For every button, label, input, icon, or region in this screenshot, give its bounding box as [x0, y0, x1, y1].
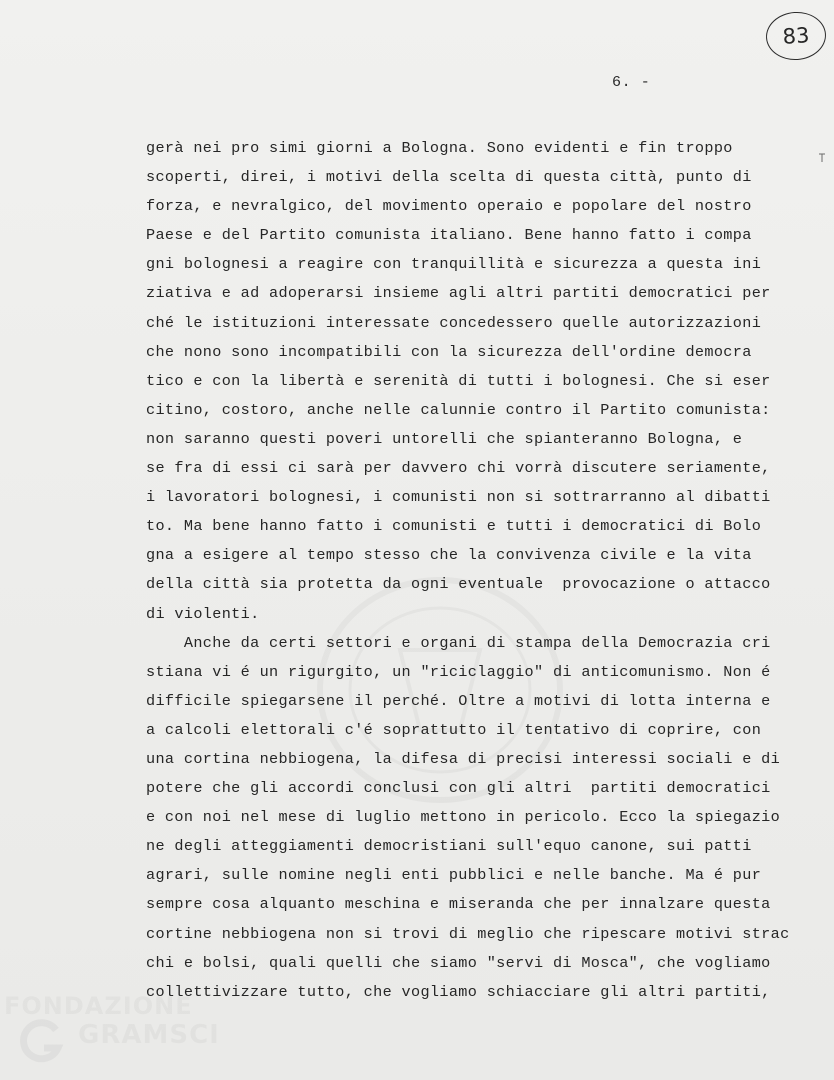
page-number: 6. -	[612, 74, 651, 91]
text-line: difficile spiegarsene il perché. Oltre a motivi di lotta interna e	[146, 691, 771, 710]
text-line: e con noi nel mese di luglio mettono in pericolo. Ecco la spiegazio	[146, 808, 781, 827]
text-line: della città sia protetta da ogni eventuale provocazione o attacco	[146, 575, 771, 594]
text-line: i lavoratori bolognesi, i comunisti non si sottrarranno al dibatti	[146, 488, 771, 507]
text-line: ziativa e ad adoperarsi insieme agli altri partiti democratici per	[146, 284, 771, 303]
archive-number-stamp: 83	[764, 10, 827, 62]
text-line: Paese e del Partito comunista italiano. Bene hanno fatto i compa	[146, 226, 752, 245]
text-line: potere che gli accordi conclusi con gli altri partiti democratici	[146, 779, 771, 798]
text-line: se fra di essi ci sarà per davvero chi vorrà discutere seriamente,	[146, 459, 771, 478]
text-line: tico e con la libertà e serenità di tutti i bolognesi. Che si eser	[146, 371, 771, 390]
text-line: di violenti.	[146, 604, 260, 623]
text-line: cortine nebbiogena non si trovi di meglio che ripescare motivi strac	[146, 924, 790, 943]
text-line: sempre cosa alquanto meschina e miseranda che per innalzare questa	[146, 895, 771, 914]
text-line: chi e bolsi, quali quelli che siamo "servi di Mosca", che vogliamo	[146, 953, 771, 972]
text-line: non saranno questi poveri untorelli che spianteranno Bologna, e	[146, 429, 743, 448]
text-line: gni bolognesi a reagire con tranquillità e sicurezza a questa ini	[146, 255, 762, 274]
typewritten-body	[146, 134, 826, 1007]
text-line: gerà nei pro simi giorni a Bologna. Sono evidenti e fin troppo	[146, 139, 733, 157]
text-line: agrari, sulle nomine negli enti pubblici e nelle banche. Ma é pur	[146, 866, 762, 885]
text-line: Anche da certi settori e organi di stampa della Democrazia cri	[146, 633, 771, 652]
text-line: ne degli atteggiamenti democristiani sull'equo canone, sui patti	[146, 837, 752, 856]
text-line: citino, costoro, anche nelle calunnie contro il Partito comunista:	[146, 400, 771, 419]
watermark-line-1: FONDAZIONE	[4, 992, 193, 1020]
text-line: forza, e nevralgico, del movimento operaio e popolare del nostro	[146, 197, 752, 216]
text-line: una cortina nebbiogena, la difesa di precisi interessi sociali e di	[146, 749, 781, 768]
foundation-logo-icon	[18, 1018, 64, 1064]
text-line: collettivizzare tutto, che vogliamo schiacciare gli altri partiti,	[146, 982, 771, 1001]
text-line: stiana vi é un rigurgito, un "riciclaggio" di anticomunismo. Non é	[146, 662, 771, 681]
text-line: gna a esigere al tempo stesso che la convivenza civile e la vita	[146, 546, 752, 565]
watermark-line-2: GRAMSCI	[78, 1020, 220, 1050]
text-line: to. Ma bene hanno fatto i comunisti e tutti i democratici di Bolo	[146, 517, 762, 536]
text-line: che nono sono incompatibili con la sicurezza dell'ordine democra	[146, 342, 752, 361]
text-line: a calcoli elettorali c'é soprattutto il tentativo di coprire, con	[146, 720, 762, 739]
text-line: scoperti, direi, i motivi della scelta di questa città, punto di	[146, 168, 752, 187]
text-line: ché le istituzioni interessate concedessero quelle autorizzazioni	[146, 313, 762, 332]
